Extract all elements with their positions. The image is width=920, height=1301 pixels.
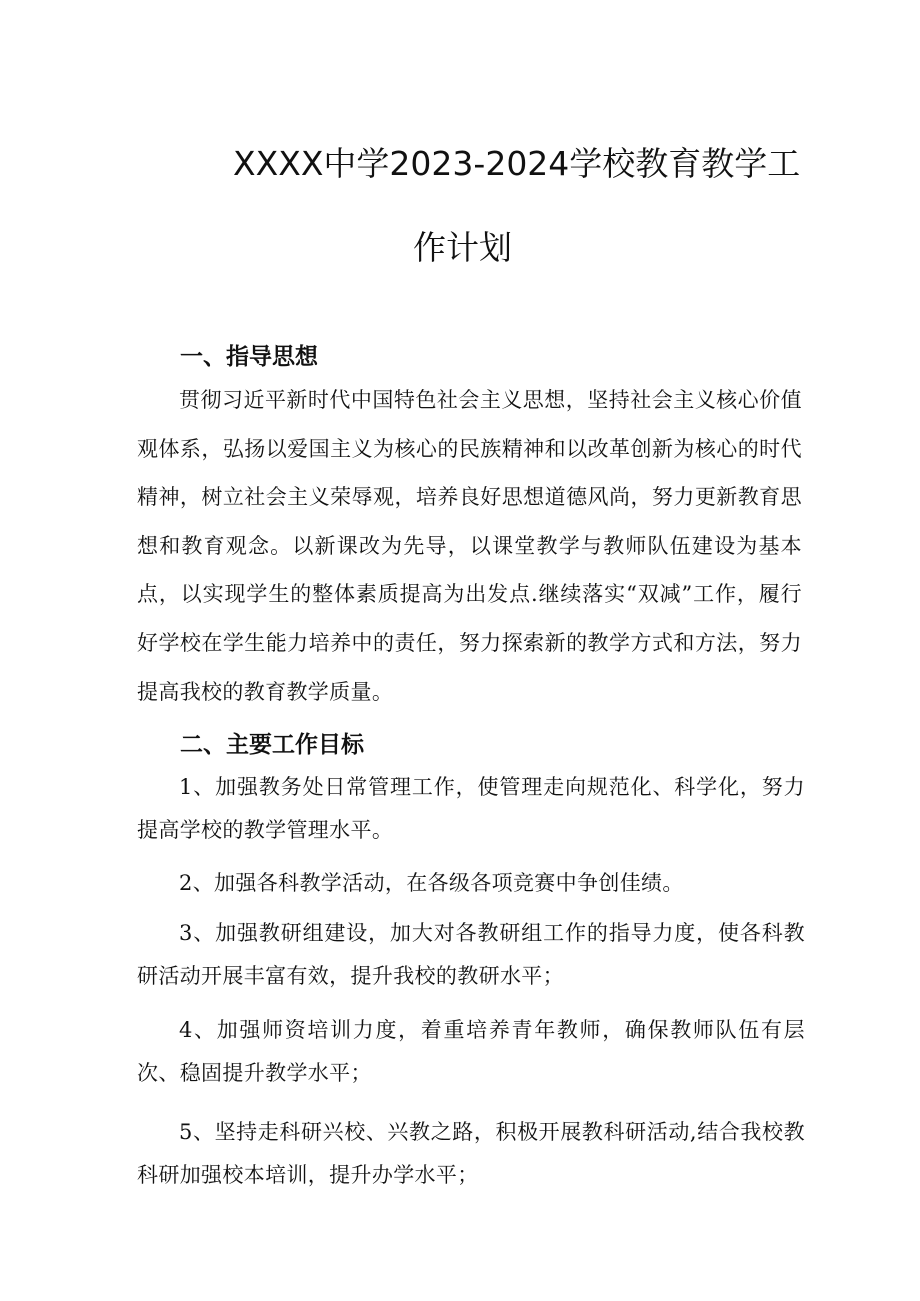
goal-item-3: 3、加强教研组建设，加大对各教研组工作的指导力度，使各科教研活动开展丰富有效，提升我校的教研水平； xyxy=(137,921,805,988)
document-title-line-2: 作计划 xyxy=(413,228,512,267)
section-heading-guiding-ideology: 一、指导思想 xyxy=(180,344,318,370)
goal-item-4: 4、加强师资培训力度，着重培养青年教师，确保教师队伍有层次、稳固提升教学水平； xyxy=(137,1018,805,1085)
goal-item-1: 1、加强教务处日常管理工作，使管理走向规范化、科学化，努力提高学校的教学管理水平。 xyxy=(137,775,805,842)
document-title-line-1: XXXX中学2023-2024学校教育教学工 xyxy=(233,144,801,183)
section-paragraph-guiding-ideology: 贯彻习近平新时代中国特色社会主义思想，坚持社会主义核心价值观体系，弘扬以爱国主义为核心的民族精神和以改革创新为核心的时代精神，树立社会主义荣辱观，培养良好思想道德风尚，努力更新教育思想和教育观念。以新课改为先导，以课堂教学与教师队伍建设为基本点，以实现学生的整体素质提高为出发点.继续落实“双减”工作，履行好学校在学生能力培养中的责任，努力探索新的教学方式和方法，努力提高我校的教育教学质量。 xyxy=(137,388,802,704)
goal-item-2: 2、加强各科教学活动，在各级各项竞赛中争创佳绩。 xyxy=(179,871,684,895)
section-heading-main-goals: 二、主要工作目标 xyxy=(180,732,364,758)
goal-item-5: 5、坚持走科研兴校、兴教之路，积极开展教科研活动,结合我校教科研加强校本培训，提升办学水平； xyxy=(137,1120,805,1187)
